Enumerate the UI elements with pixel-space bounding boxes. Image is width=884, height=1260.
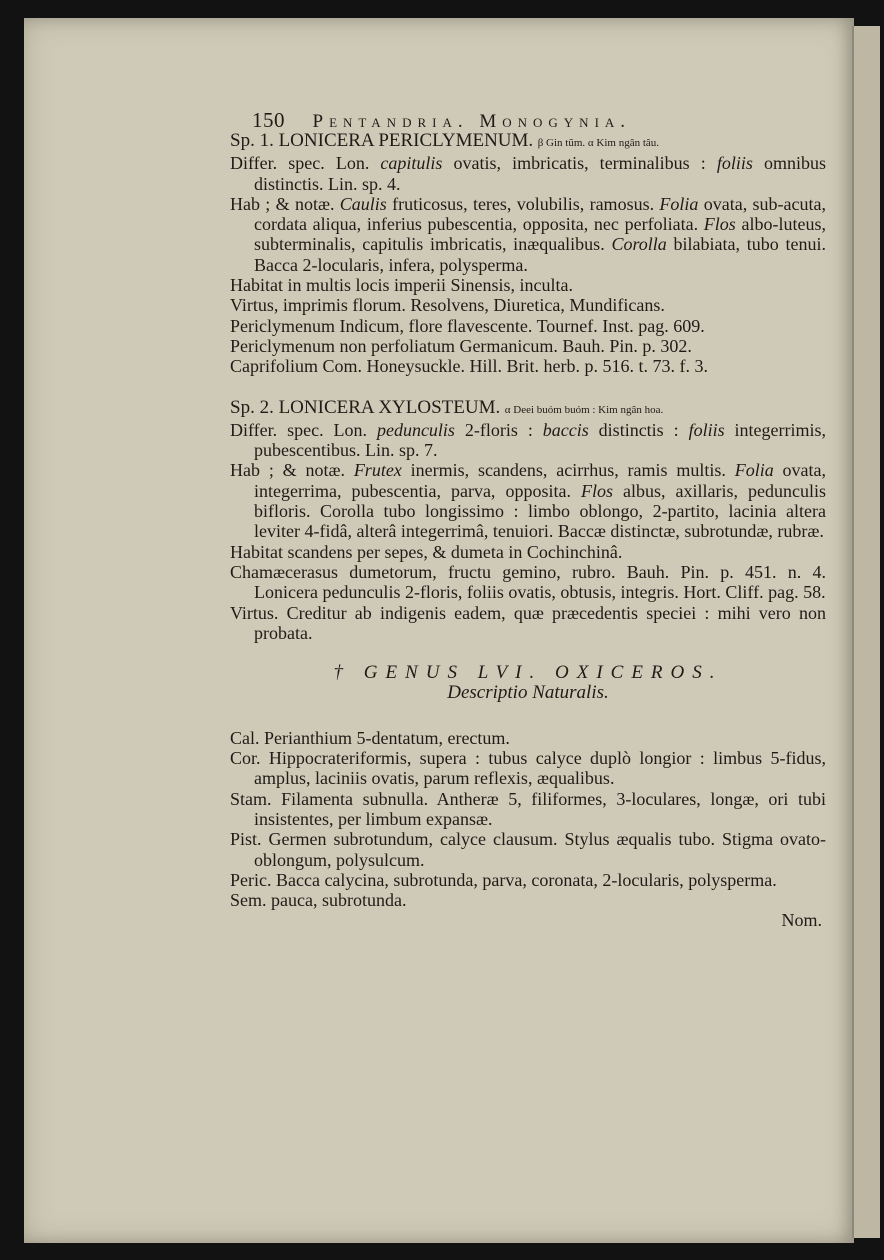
page-number: 150: [252, 108, 285, 132]
description-pistil: Pist. Germen subrotundum, calyce clausum. Stylus æqualis tubo. Stigma ovato-oblongum, polysulcum.: [230, 829, 826, 870]
description-corolla: Cor. Hippocrateriformis, supera : tubus calyce duplò longior : limbus 5-fidus, amplus, laciniis ovatis, parum reflexis, æqualibus.: [230, 748, 826, 789]
species-2-habit: Hab ; & notæ. Frutex inermis, scandens, acirrhus, ramis multis. Folia ovata, integerrima, pubescentia, parva, opposita. Flos albus, axillaris, pedunculis bifloris. Corolla tubo longissimo : limbo oblongo, 2-partito, lacinia altera leviter 4-fidâ, alterâ integerrimâ, tenuiori. Baccæ distinctæ, subrotundæ, rubræ.: [230, 460, 827, 542]
species-1-differentia: Differ. spec. Lon. capitulis ovatis, imbricatis, terminalibus : foliis omnibus distinctis. Lin. sp. 4.: [230, 153, 826, 194]
species-1-synonym-2: Periclymenum non perfoliatum Germanicum. Bauh. Pin. p. 302.: [230, 335, 692, 356]
catchword: Nom.: [781, 910, 822, 931]
species-2-synonym: Chamæcerasus dumetorum, fructu gemino, rubro. Bauh. Pin. p. 451. n. 4. Lonicera pedunculis 2-floris, foliis ovatis, obtusis, integris. Hort. Cliff. pag. 58.: [230, 561, 826, 603]
species-1-habit: Hab ; & notæ. Caulis fruticosus, teres, volubilis, ramosus. Folia ovata, sub-acuta, cordata aliqua, inferius pubescentia, opposita, nec perfoliata. Flos albo-luteus, subterminalis, capitulis imbricatis, inæqualibus. Corolla bilabiata, tubo tenui. Bacca 2-locularis, infera, polysperma.: [230, 193, 827, 275]
vernacular-names: α Deei buóm buóm : Kim ngân hoa.: [504, 403, 664, 416]
species-1-heading: Sp. 1. LONICERA PERICLYMENUM. β Gin tũm. α Kim ngân tâu.: [230, 130, 660, 151]
species-1-synonym-1: Periclymenum Indicum, flore flavescente. Tournef. Inst. pag. 609.: [230, 315, 705, 336]
description-calyx: Cal. Perianthium 5-dentatum, erectum.: [230, 727, 510, 748]
description-seeds: Sem. pauca, subrotunda.: [230, 890, 407, 911]
species-2-differentia: Differ. spec. Lon. pedunculis 2-floris : baccis distinctis : foliis integerrimis, pubescentibus. Lin. sp. 7.: [230, 419, 827, 461]
running-title: Pentandria. Monogynia.: [312, 111, 632, 132]
description-pericarp: Peric. Bacca calycina, subrotunda, parva, coronata, 2-locularis, polysperma.: [230, 869, 777, 890]
species-1-synonym-3: Caprifolium Com. Honeysuckle. Hill. Brit. herb. p. 516. t. 73. f. 3.: [230, 356, 708, 377]
vernacular-names: β Gin tũm. α Kim ngân tâu.: [537, 137, 660, 149]
adjacent-page-edge: [852, 26, 880, 1238]
description-subtitle: Descriptio Naturalis.: [447, 682, 609, 704]
species-2-heading: Sp. 2. LONICERA XYLOSTEUM. α Deei buóm buóm : Kim ngân hoa.: [230, 396, 664, 418]
description-stamens: Stam. Filamenta subnulla. Antheræ 5, filiformes, 3-loculares, longæ, ori tubi insistentes, per limbum expansæ.: [230, 788, 826, 829]
species-1-habitat: Habitat in multis locis imperii Sinensis, inculta.: [230, 275, 573, 296]
species-2-habitat: Habitat scandens per sepes, & dumeta in Cochinchinâ.: [230, 541, 623, 562]
species-2-virtus: Virtus. Creditur ab indigenis eadem, quæ præcedentis speciei : mihi vero non probata.: [230, 602, 826, 643]
genus-title: † GENUS LVI. OXICEROS.: [333, 662, 723, 684]
species-1-virtus: Virtus, imprimis florum. Resolvens, Diuretica, Mundificans.: [230, 295, 665, 316]
page-text: [230, 130, 826, 931]
